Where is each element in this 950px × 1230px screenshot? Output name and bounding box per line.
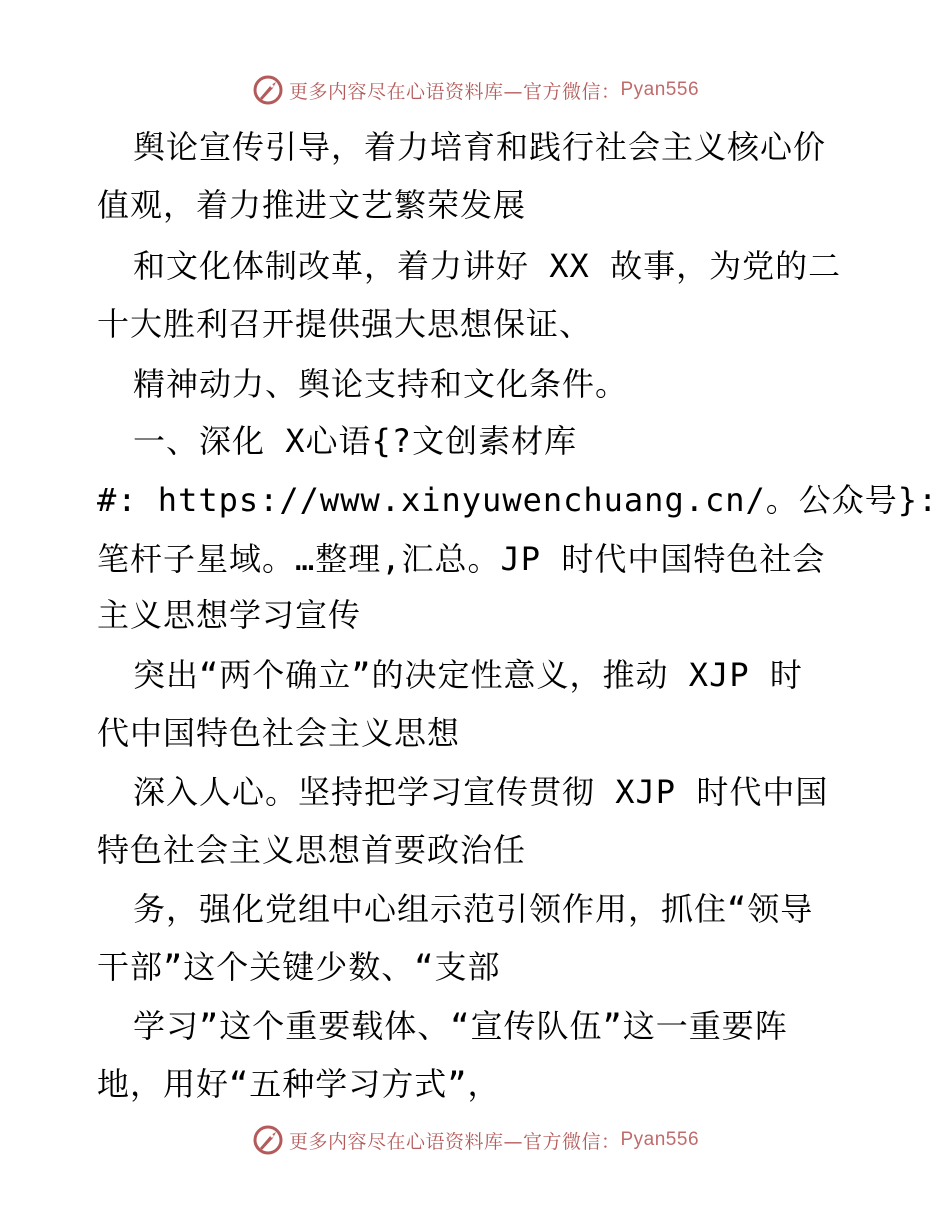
text-line: 特色社会主义思想首要政治任 (97, 831, 527, 869)
text-line: 一、深化 X心语{?文创素材库 (133, 422, 578, 460)
text-line: 务，强化党组中心组示范引领作用，抓住“领导 (133, 890, 814, 928)
text-line: 主义思想学习宣传 (97, 596, 362, 634)
text-line: 突出“两个确立”的决定性意义，推动 XJP 时 (133, 656, 803, 694)
watermark-wechat-id: Pyan556 (620, 1129, 700, 1150)
text-line: 学习”这个重要载体、“宣传队伍”这一重要阵 (133, 1007, 788, 1045)
text-line: 代中国特色社会主义思想 (97, 714, 461, 752)
watermark-text: 更多内容尽在心语资料库—官方微信： (288, 1130, 621, 1153)
pen-nib-circle-icon (251, 1123, 285, 1157)
watermark-text: 更多内容尽在心语资料库—官方微信： (288, 80, 621, 103)
text-line: 深入人心。坚持把学习宣传贯彻 XJP 时代中国 (133, 773, 829, 811)
text-line: #: https://www.xinyuwenchuang.cn/。公众号}: (97, 481, 939, 519)
text-line: 精神动力、舆论支持和文化条件。 (133, 365, 629, 403)
text-line: 和文化体制改革，着力讲好 XX 故事，为党的二 (133, 247, 842, 285)
text-line: 笔杆子星域。…整理,汇总。JP 时代中国特色社会 (97, 540, 826, 578)
text-line: 地，用好“五种学习方式”， (97, 1065, 501, 1103)
text-line: 舆论宣传引导，着力培育和践行社会主义核心价 (133, 128, 827, 166)
text-line: 值观，着力推进文艺繁荣发展 (97, 186, 527, 224)
watermark-wechat-id: Pyan556 (620, 79, 700, 100)
text-line: 干部”这个关键少数、“支部 (97, 948, 501, 986)
pen-nib-circle-icon (251, 73, 285, 107)
header-watermark (0, 70, 950, 110)
footer-watermark (0, 1120, 950, 1160)
text-line: 十大胜利召开提供强大思想保证、 (97, 305, 593, 343)
